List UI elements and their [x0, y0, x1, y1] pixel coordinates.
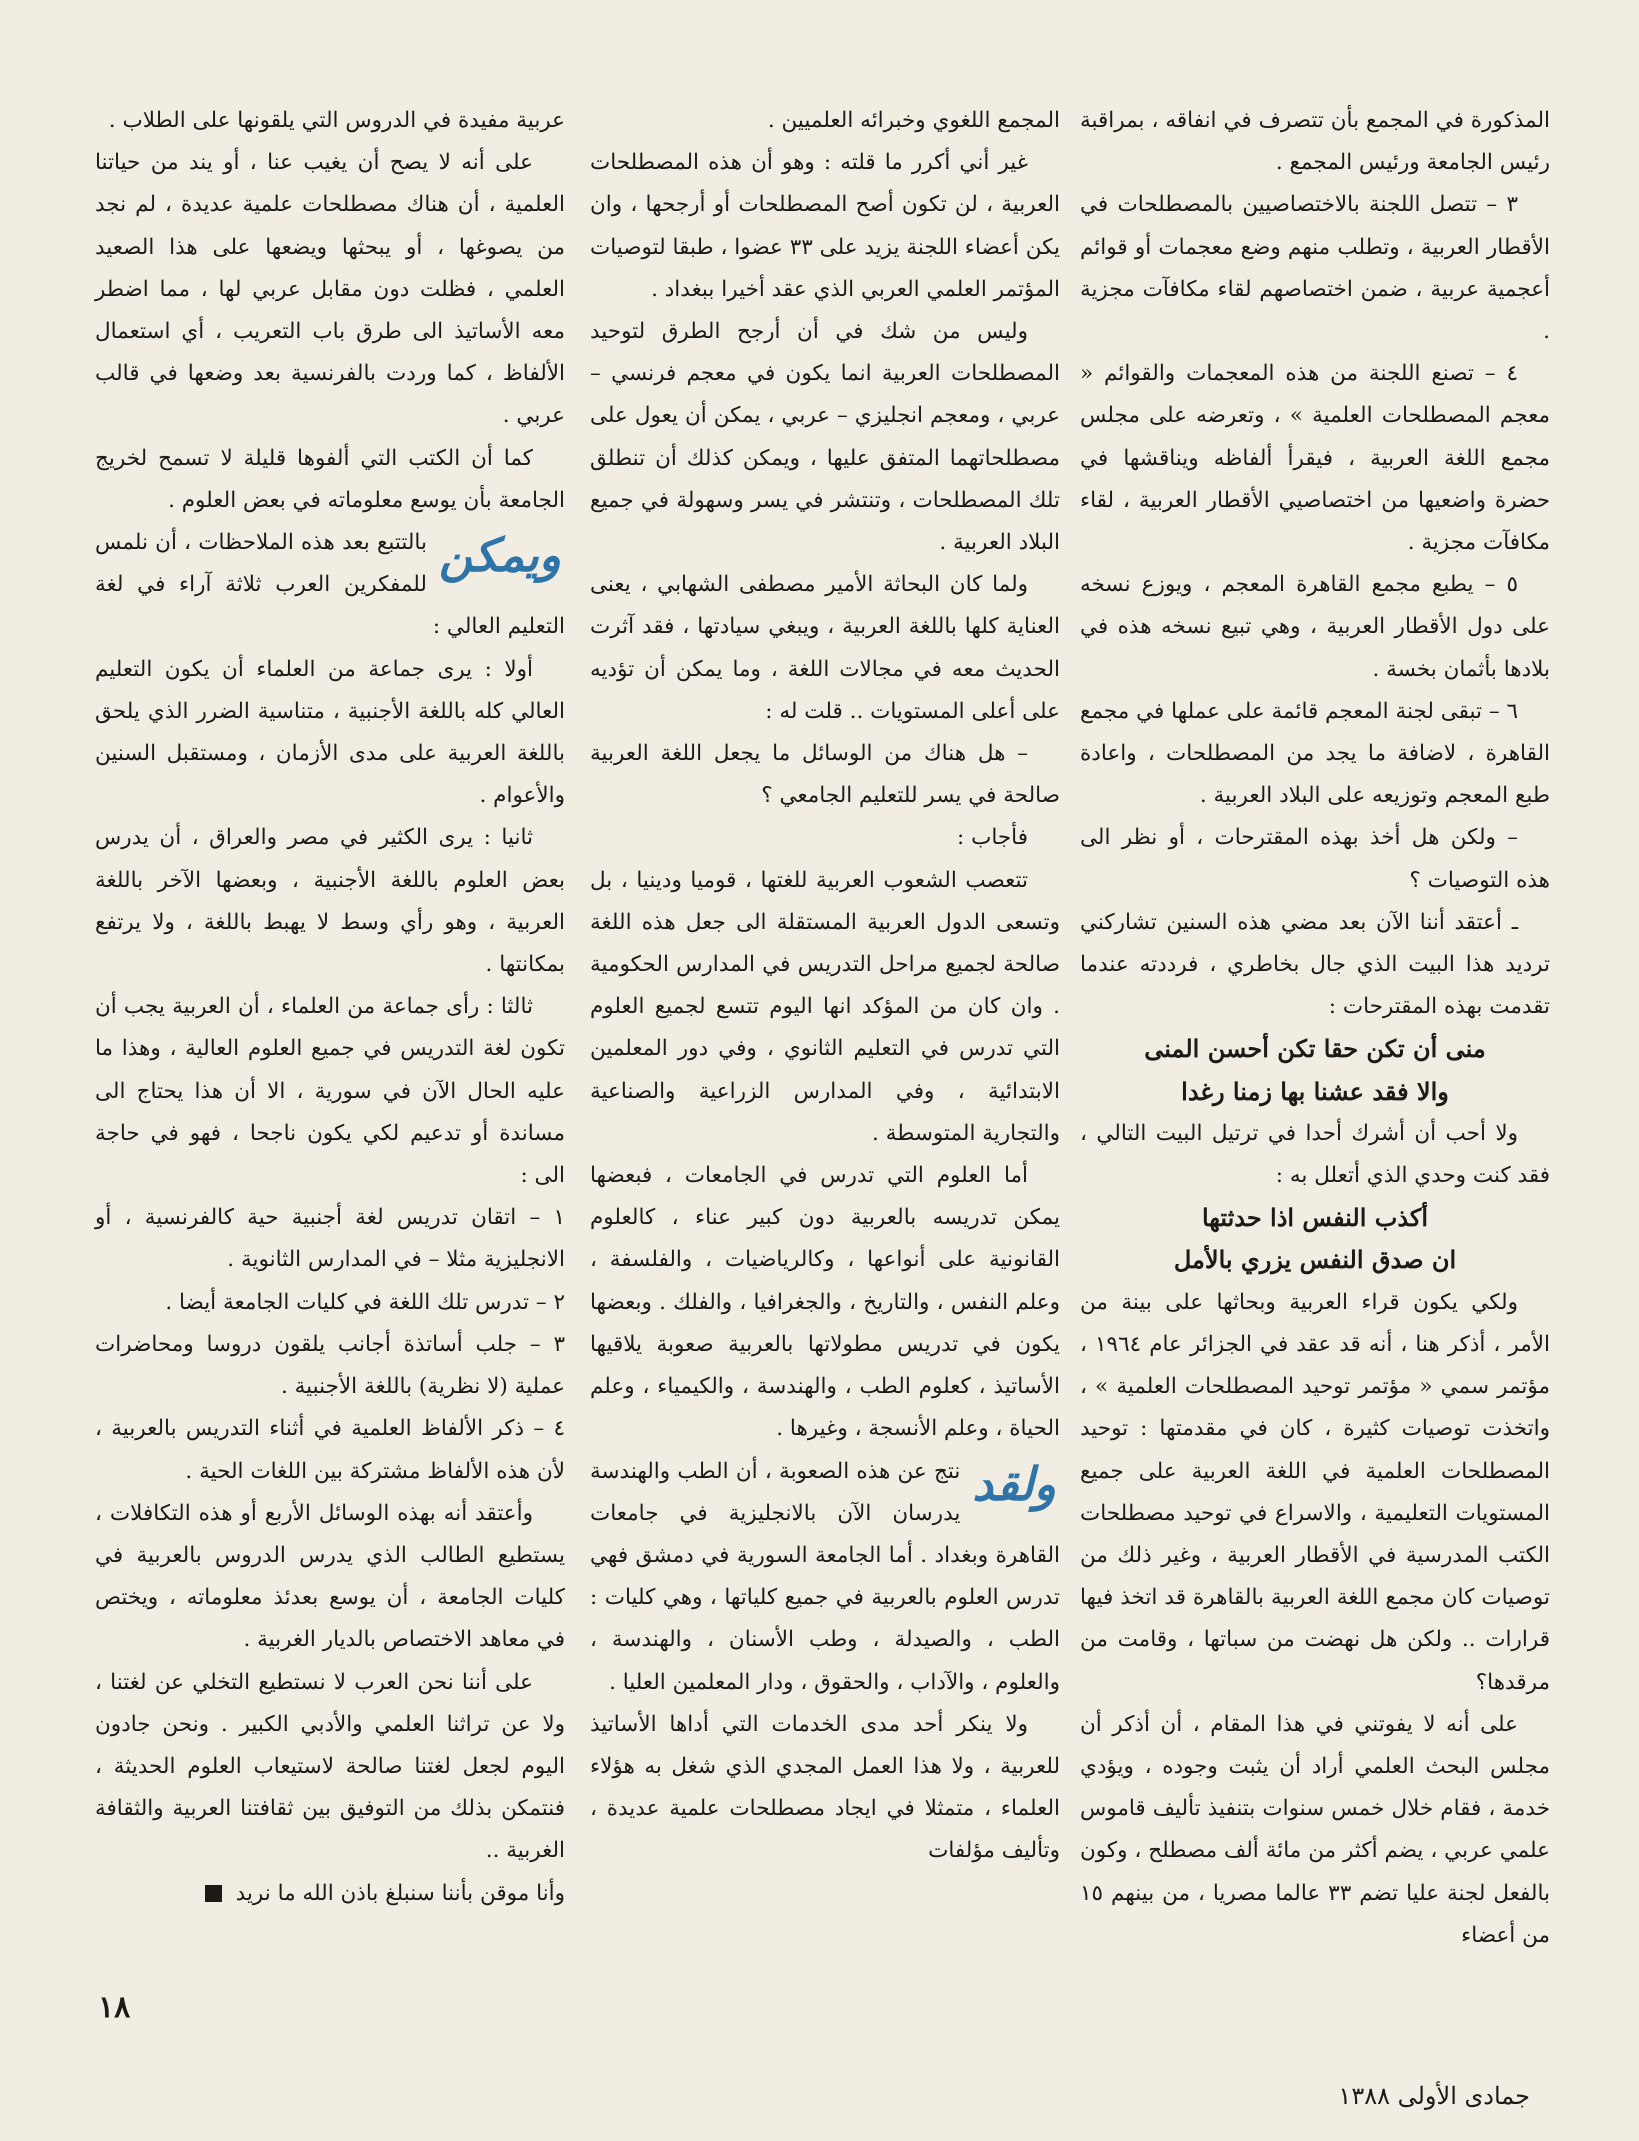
paragraph: على أنه لا يفوتني في هذا المقام ، أن أذكر أن مجلس البحث العلمي أراد أن يثبت وجوده ، ويؤدي خدمة ، فقام خلال خمس سنوات بتنفيذ تأليف قاموس علمي عربي ، يضم أكثر من مائة ألف مصطلح ، وكون بالفعل لجنة عليا تضم ٣٣ عالما مصريا ، من بينهم ١٥ من أعضاء — [1080, 1711, 1550, 1948]
verse-line: أكذب النفس اذا حدثتها — [1201, 1203, 1429, 1233]
initial-paragraph — [95, 522, 565, 649]
decorative-initial-word: ويمكن — [438, 528, 561, 583]
decorative-initial-word: ولقد — [972, 1456, 1056, 1511]
verse-line: منى أن تكن حقا تكن أحسن المنى — [1144, 1034, 1486, 1064]
paragraph: وليس من شك في أن أرجح الطرق لتوحيد المصطلحات العربية انما يكون في معجم فرنسي – عربي ، ومعجم انجليزي – عربي ، يمكن أن يعول على مصطلحاتهما المتفق عليها ، ويمكن كذلك أن تنطلق تلك المصطلحات ، وتنتشر في يسر وسهولة في جميع البلاد العربية . — [590, 319, 1060, 556]
paragraph: على أننا نحن العرب لا نستطيع التخلي عن لغتنا ، ولا عن تراثنا العلمي والأدبي الكبير . ونحن جادون اليوم لجعل لغتنا صالحة لاستيعاب العلوم الحديثة ، فنتمكن بذلك من التوفيق بين ثقافتنا العربية والثقافة الغربية .. — [95, 1669, 565, 1864]
paragraph: ولا أحب أن أشرك أحدا في ترتيل البيت التالي ، فقد كنت وحدي الذي أتعلل به : — [1080, 1120, 1550, 1189]
paragraph: عربية مفيدة في الدروس التي يلقونها على الطلاب . — [108, 108, 565, 133]
list-item: ٣ – جلب أساتذة أجانب يلقون دروسا ومحاضرات عملية (لا نظرية) باللغة الأجنبية . — [95, 1331, 565, 1400]
issue-date: جمادى الأولى ١٣٨٨ — [1338, 2082, 1530, 2110]
paragraph: أما العلوم التي تدرس في الجامعات ، فبعضها يمكن تدريسه بالعربية دون كبير عناء ، كالعلوم القانونية على أنواعها ، وكالرياضيات ، والفلسفة ، وعلم النفس ، والتاريخ ، والجغرافيا ، والفلك . وبعضها يكون في تدريس مطولاتها بالعربية صعوبة يلاقيها الأساتيذ ، كعلوم الطب ، والهندسة ، والكيمياء ، وعلم الحياة ، وعلم الأنسجة ، وغيرها . — [590, 1163, 1060, 1442]
paragraph: ٣ – تتصل اللجنة بالاختصاصيين بالمصطلحات في الأقطار العربية ، وتطلب منهم وضع معجمات أو قوائم أعجمية عربية ، ضمن اختصاصهم لقاء مكافآت مجزية . — [1080, 192, 1550, 345]
paragraph: تتعصب الشعوب العربية للغتها ، قوميا ودينيا ، بل وتسعى الدول العربية المستقلة الى جعل هذه اللغة صالحة لجميع مراحل التدريس في المدارس الحكومية . وان كان من المؤكد انها اليوم تتسع لجميع العلوم التي تدرس في التعليم الثانوي ، وفي دور المعلمين الابتدائية ، وفي المدارس الزراعية والصناعية والتجارية المتوسطة . — [590, 867, 1060, 1146]
paragraph: أولا : يرى جماعة من العلماء أن يكون التعليم العالي كله باللغة الأجنبية ، متناسية الضرر الذي يلحق باللغة العربية على مدى الأزمان ، ومستقبل السنين والأعوام . — [95, 656, 565, 809]
list-item: ٤ – ذكر الألفاظ العلمية في أثناء التدريس بالعربية ، لأن هذه الألفاظ مشتركة بين اللغات الحية . — [95, 1416, 565, 1484]
list-item: ١ – اتقان تدريس لغة أجنبية حية كالفرنسية ، أو الانجليزية مثلا – في المدارس الثانوية . — [95, 1205, 565, 1273]
paragraph: وأعتقد أنه بهذه الوسائل الأربع أو هذه التكافلات ، يستطيع الطالب الذي يدرس الدروس بالعربية في كليات الجامعة ، أن يوسع بعدئذ معلوماته ، ويختص في معاهد الاختصاص بالديار الغربية . — [95, 1500, 565, 1653]
paragraph: ولما كان البحاثة الأمير مصطفى الشهابي ، يعنى العناية كلها باللغة العربية ، ويبغي سيادتها ، فقد آثرت الحديث معه في مجالات اللغة ، وما يمكن أن تؤديه على أعلى المستويات .. قلت له : — [590, 572, 1060, 724]
paragraph: – هل هناك من الوسائل ما يجعل اللغة العربية صالحة في يسر للتعليم الجامعي ؟ — [590, 741, 1060, 809]
column-left — [95, 100, 565, 1915]
paragraph: ولكي يكون قراء العربية وبحاثها على بينة من الأمر ، أذكر هنا ، أنه قد عقد في الجزائر عام ١٩٦٤ ، مؤتمر سمي « مؤتمر توحيد المصطلحات العلمية » ، واتخذت توصيات كثيرة ، كان في مقدمتها : توحيد المصطلحات العلمية في اللغة العربية على جميع المستويات التعليمية ، والاسراع في توحيد مصطلحات الكتب المدرسية في الأقطار العربية ، وغير ذلك من توصيات كان مجمع اللغة العربية بالقاهرة قد اتخذ فيها قرارات .. ولكن هل نهضت من سباتها ، وقامت من مرقدها؟ — [1080, 1289, 1550, 1695]
paragraph: فأجاب : — [957, 825, 1028, 851]
paragraph: كما أن الكتب التي ألفوها قليلة لا تسمح لخريج الجامعة بأن يوسع معلوماته في بعض العلوم . — [95, 445, 565, 513]
paragraph: ثانيا : يرى الكثير في مصر والعراق ، أن يدرس بعض العلوم باللغة الأجنبية ، وبعضها الآخر باللغة العربية ، وهو رأي وسط لا يهبط باللغة ، ولا يرتفع بمكانتها . — [95, 825, 565, 978]
paragraph: – ولكن هل أخذ بهذه المقترحات ، أو نظر الى هذه التوصيات ؟ — [1080, 825, 1550, 893]
paragraph: ٦ – تبقى لجنة المعجم قائمة على عملها في مجمع القاهرة ، لاضافة ما يجد من المصطلحات ، واعادة طبع المعجم وتوزيعه على البلاد العربية . — [1080, 698, 1550, 809]
verse-line: ان صدق النفس يزري بالأمل — [1173, 1245, 1457, 1275]
paragraph-text: وأنا موقن بأننا سنبلغ باذن الله ما نريد — [235, 1880, 565, 1906]
verse-line: والا فقد عشنا بها زمنا رغدا — [1181, 1076, 1449, 1106]
paragraph: ثالثا : رأى جماعة من العلماء ، أن العربية يجب أن تكون لغة التدريس في جميع العلوم العالية ، وهذا ما عليه الحال الآن في سورية ، الا أن هذا يحتاج الى مساندة أو تدعيم لكي يكون ناجحا ، فهو في حاجة الى : — [95, 994, 565, 1189]
paragraph: غير أني أكرر ما قلته : وهو أن هذه المصطلحات العربية ، لن تكون أصح المصطلحات أو أرجحها ، وان يكن أعضاء اللجنة يزيد على ٣٣ عضوا ، طبقا لتوصيات المؤتمر العلمي العربي الذي عقد أخيرا ببغداد . — [590, 150, 1060, 302]
column-right — [1080, 100, 1550, 1957]
column-middle — [590, 100, 1060, 1873]
paragraph: على أنه لا يصح أن يغيب عنا ، أو يند من حياتنا العلمية ، أن هناك مصطلحات علمية عديدة ، لم نجد من يصوغها ، أو يبحثها ويضعها على هذا الصعيد العلمي ، فظلت دون مقابل عربي لها ، مما اضطر معه الأساتيذ الى طرق باب التعريب ، أي استعمال الألفاظ ، كما وردت بالفرنسية بعد وضعها في قالب عربي . — [95, 150, 565, 429]
paragraph-text: نتج عن هذه الصعوبة ، أن الطب والهندسة يدرسان الآن بالانجليزية في جامعات القاهرة وبغداد . أما الجامعة السورية في دمشق فهي تدرس العلوم بالعربية في جميع كلياتها ، وهي كليات : الطب ، والصيدلة ، وطب الأسنان ، والهندسة ، والعلوم ، والآداب ، والحقوق ، ودار المعلمين العليا . — [590, 1458, 1060, 1695]
initial-paragraph — [590, 1451, 1060, 1704]
paragraph: ولا ينكر أحد مدى الخدمات التي أداها الأساتيذ للعربية ، ولا هذا العمل المجدي الذي شغل به هؤلاء العلماء ، متمثلا في ايجاد مصطلحات علمية عديدة ، وتأليف مؤلفات — [590, 1711, 1060, 1864]
page-number: ١٨ — [98, 1990, 131, 2025]
paragraph: المذكورة في المجمع بأن تتصرف في انفاقه ، بمراقبة رئيس الجامعة ورئيس المجمع . — [1080, 108, 1550, 176]
paragraph: ٥ – يطبع مجمع القاهرة المعجم ، ويوزع نسخه على دول الأقطار العربية ، وهي تبيع نسخه هذه في بلادها بأثمان بخسة . — [1080, 572, 1550, 682]
paragraph-text: بالتتبع بعد هذه الملاحظات ، أن نلمس للمفكرين العرب ثلاثة آراء في لغة التعليم العالي : — [95, 530, 565, 640]
paragraph: ـ أعتقد أننا الآن بعد مضي هذه السنين تشاركني ترديد هذا البيت الذي جال بخاطري ، فرددته عندما تقدمت بهذه المقترحات : — [1080, 909, 1550, 1020]
paragraph: المجمع اللغوي وخبرائه العلميين . — [767, 108, 1060, 133]
paragraph: ٤ – تصنع اللجنة من هذه المعجمات والقوائم « معجم المصطلحات العلمية » ، وتعرضه على مجلس مجمع اللغة العربية ، فيقرأ ألفاظه ويناقشها في حضرة واضعيها من اختصاصيي الأقطار العربية ، لقاء مكافآت مجزية . — [1080, 361, 1550, 556]
closing-paragraph — [95, 1873, 565, 1915]
list-item: ٢ – تدرس تلك اللغة في كليات الجامعة أيضا . — [165, 1289, 565, 1315]
end-of-article-square-icon — [205, 1885, 222, 1902]
